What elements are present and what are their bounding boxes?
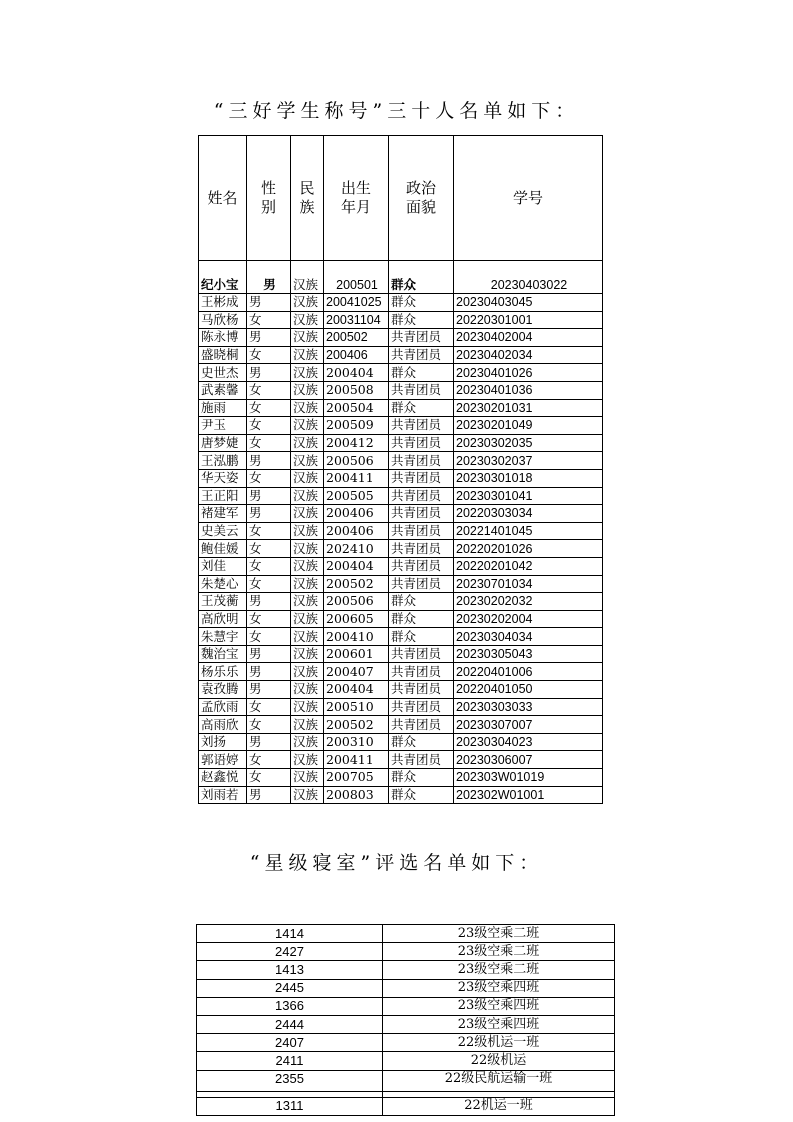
cell-ethnicity: 汉族 (291, 751, 324, 769)
table-row (199, 733, 603, 751)
cell-birth: 200803 (324, 786, 389, 804)
cell-birth: 200404 (324, 557, 389, 575)
cell-name: 魏治宝 (199, 645, 247, 663)
cell-ethnicity: 汉族 (291, 364, 324, 382)
table-row (199, 294, 603, 312)
cell-ethnicity: 汉族 (291, 575, 324, 593)
cell-student-id: 20230302037 (454, 452, 603, 470)
cell-name: 孟欣雨 (199, 698, 247, 716)
dorm-row (197, 979, 615, 997)
cell-politics: 共青团员 (389, 452, 454, 470)
table-row (199, 329, 603, 347)
cell-student-id: 20220301001 (454, 311, 603, 329)
cell-gender: 女 (247, 381, 291, 399)
cell-ethnicity: 汉族 (291, 346, 324, 364)
cell-politics: 共青团员 (389, 663, 454, 681)
cell-name: 王彬成 (199, 294, 247, 312)
dorm-room-number: 1366 (197, 997, 383, 1015)
dorm-room-number: 1311 (197, 1097, 383, 1115)
cell-name: 褚建军 (199, 505, 247, 523)
cell-gender: 女 (247, 399, 291, 417)
dorm-room-number: 1413 (197, 961, 383, 979)
cell-name: 施雨 (199, 399, 247, 417)
cell-ethnicity: 汉族 (291, 628, 324, 646)
cell-student-id: 20230305043 (454, 645, 603, 663)
cell-ethnicity: 汉族 (291, 294, 324, 312)
cell-student-id: 20230202032 (454, 593, 603, 611)
cell-name: 袁孜腾 (199, 681, 247, 699)
cell-birth: 200505 (324, 487, 389, 505)
header-ethnicity: 民族 (291, 136, 324, 261)
cell-ethnicity: 汉族 (291, 487, 324, 505)
cell-student-id: 20230402034 (454, 346, 603, 364)
cell-gender: 女 (247, 698, 291, 716)
cell-ethnicity: 汉族 (291, 434, 324, 452)
cell-politics: 共青团员 (389, 434, 454, 452)
cell-student-id: 20230306007 (454, 751, 603, 769)
cell-ethnicity: 汉族 (291, 452, 324, 470)
cell-student-id: 20230302035 (454, 434, 603, 452)
cell-ethnicity: 汉族 (291, 540, 324, 558)
dorm-row (197, 1015, 615, 1033)
cell-ethnicity: 汉族 (291, 698, 324, 716)
cell-birth: 20041025 (324, 294, 389, 312)
cell-gender: 女 (247, 610, 291, 628)
cell-birth: 200502 (324, 716, 389, 734)
cell-student-id: 20230403022 (454, 261, 603, 294)
cell-name: 高雨欣 (199, 716, 247, 734)
cell-birth: 200508 (324, 381, 389, 399)
table-row (199, 645, 603, 663)
dorm-list-title: “星级寝室”评选名单如下： (249, 852, 544, 874)
cell-birth: 200411 (324, 469, 389, 487)
dorm-row (197, 925, 615, 943)
cell-name: 赵鑫悦 (199, 769, 247, 787)
cell-birth: 200506 (324, 452, 389, 470)
table-row (199, 452, 603, 470)
cell-politics: 共青团员 (389, 557, 454, 575)
dorm-class: 22级机运一班 (383, 1034, 615, 1052)
cell-gender: 男 (247, 593, 291, 611)
cell-politics: 共青团员 (389, 487, 454, 505)
dorm-room-number: 2407 (197, 1034, 383, 1052)
table-row (199, 698, 603, 716)
cell-birth: 200502 (324, 329, 389, 347)
cell-politics: 群众 (389, 786, 454, 804)
table-row (199, 522, 603, 540)
dorm-row (197, 997, 615, 1015)
cell-birth: 200406 (324, 346, 389, 364)
cell-politics: 共青团员 (389, 575, 454, 593)
cell-student-id: 20230701034 (454, 575, 603, 593)
cell-ethnicity: 汉族 (291, 522, 324, 540)
dorm-class: 22级民航运输一班 (383, 1070, 615, 1091)
dorm-class: 23级空乘二班 (383, 961, 615, 979)
dorm-class: 23级空乘二班 (383, 943, 615, 961)
cell-name: 华天姿 (199, 469, 247, 487)
cell-politics: 共青团员 (389, 751, 454, 769)
cell-ethnicity: 汉族 (291, 610, 324, 628)
table-row (199, 663, 603, 681)
cell-politics: 群众 (389, 769, 454, 787)
cell-birth: 200601 (324, 645, 389, 663)
cell-student-id: 20220201026 (454, 540, 603, 558)
table-row (199, 786, 603, 804)
cell-name: 史世杰 (199, 364, 247, 382)
cell-ethnicity: 汉族 (291, 645, 324, 663)
cell-name: 马欣杨 (199, 311, 247, 329)
cell-ethnicity: 汉族 (291, 261, 324, 294)
cell-gender: 女 (247, 769, 291, 787)
cell-gender: 女 (247, 540, 291, 558)
cell-gender: 女 (247, 346, 291, 364)
table-row (199, 628, 603, 646)
table-row (199, 487, 603, 505)
cell-name: 高欣明 (199, 610, 247, 628)
cell-gender: 男 (247, 645, 291, 663)
cell-name: 王茂蘅 (199, 593, 247, 611)
cell-birth: 20031104 (324, 311, 389, 329)
cell-gender: 男 (247, 505, 291, 523)
cell-name: 盛晓桐 (199, 346, 247, 364)
cell-birth: 200605 (324, 610, 389, 628)
dorm-class: 23级空乘四班 (383, 997, 615, 1015)
cell-name: 刘雨若 (199, 786, 247, 804)
dorm-room-number: 2355 (197, 1070, 383, 1091)
cell-name: 鲍佳媛 (199, 540, 247, 558)
cell-student-id: 20230301018 (454, 469, 603, 487)
cell-gender: 男 (247, 452, 291, 470)
table-row (199, 593, 603, 611)
table-row (199, 381, 603, 399)
cell-student-id: 20230201031 (454, 399, 603, 417)
cell-student-id: 20220401006 (454, 663, 603, 681)
cell-gender: 男 (247, 364, 291, 382)
cell-student-id: 20230401036 (454, 381, 603, 399)
cell-gender: 女 (247, 311, 291, 329)
cell-student-id: 20230201049 (454, 417, 603, 435)
table-row (199, 769, 603, 787)
cell-birth: 200411 (324, 751, 389, 769)
cell-ethnicity: 汉族 (291, 505, 324, 523)
table-header-row (199, 136, 603, 261)
table-row (199, 716, 603, 734)
cell-politics: 共青团员 (389, 346, 454, 364)
cell-name: 陈永博 (199, 329, 247, 347)
dorm-room-number: 2444 (197, 1015, 383, 1033)
cell-gender: 男 (247, 681, 291, 699)
cell-name: 刘扬 (199, 733, 247, 751)
dorm-room-number: 2411 (197, 1052, 383, 1070)
table-row (199, 557, 603, 575)
cell-birth: 200510 (324, 698, 389, 716)
cell-student-id: 20220303034 (454, 505, 603, 523)
cell-student-id: 20230307007 (454, 716, 603, 734)
dorm-room-number: 1414 (197, 925, 383, 943)
cell-student-id: 20230403045 (454, 294, 603, 312)
dorm-class: 23级空乘二班 (383, 925, 615, 943)
cell-ethnicity: 汉族 (291, 593, 324, 611)
cell-gender: 女 (247, 557, 291, 575)
table-row (199, 540, 603, 558)
table-row (199, 751, 603, 769)
cell-birth: 200501 (324, 261, 389, 294)
cell-politics: 群众 (389, 628, 454, 646)
cell-politics: 群众 (389, 261, 454, 294)
cell-birth: 200404 (324, 364, 389, 382)
header-student-id: 学号 (454, 136, 603, 261)
dorm-room-number: 2427 (197, 943, 383, 961)
table-row (199, 505, 603, 523)
cell-politics: 群众 (389, 311, 454, 329)
cell-name: 武素馨 (199, 381, 247, 399)
cell-name: 杨乐乐 (199, 663, 247, 681)
cell-student-id: 20230303033 (454, 698, 603, 716)
table-row (199, 469, 603, 487)
cell-student-id: 20230402004 (454, 329, 603, 347)
cell-student-id: 20230304034 (454, 628, 603, 646)
table-row (199, 417, 603, 435)
dorm-row (197, 1034, 615, 1052)
cell-student-id: 20220201042 (454, 557, 603, 575)
cell-student-id: 20230202004 (454, 610, 603, 628)
cell-ethnicity: 汉族 (291, 716, 324, 734)
cell-politics: 共青团员 (389, 645, 454, 663)
cell-politics: 群众 (389, 593, 454, 611)
cell-birth: 200406 (324, 522, 389, 540)
table-row (199, 311, 603, 329)
cell-gender: 女 (247, 716, 291, 734)
cell-birth: 200406 (324, 505, 389, 523)
cell-name: 尹玉 (199, 417, 247, 435)
cell-name: 史美云 (199, 522, 247, 540)
dorm-class: 23级空乘四班 (383, 979, 615, 997)
cell-gender: 男 (247, 733, 291, 751)
dorm-row (197, 1070, 615, 1091)
dorm-row (197, 943, 615, 961)
cell-birth: 200404 (324, 681, 389, 699)
cell-birth: 200705 (324, 769, 389, 787)
dorm-row (197, 1097, 615, 1115)
dorm-table (196, 924, 615, 1116)
cell-ethnicity: 汉族 (291, 399, 324, 417)
cell-name: 王泓鹏 (199, 452, 247, 470)
table-row (199, 610, 603, 628)
cell-birth: 200412 (324, 434, 389, 452)
cell-birth: 200509 (324, 417, 389, 435)
cell-name: 郭语婷 (199, 751, 247, 769)
cell-ethnicity: 汉族 (291, 311, 324, 329)
cell-politics: 共青团员 (389, 469, 454, 487)
cell-ethnicity: 汉族 (291, 663, 324, 681)
cell-name: 朱慧宇 (199, 628, 247, 646)
dorm-class: 22级机运 (383, 1052, 615, 1070)
header-name: 姓名 (199, 136, 247, 261)
student-table (198, 135, 603, 804)
cell-student-id: 202303W01019 (454, 769, 603, 787)
cell-ethnicity: 汉族 (291, 329, 324, 347)
cell-birth: 200410 (324, 628, 389, 646)
dorm-row (197, 961, 615, 979)
cell-gender: 女 (247, 575, 291, 593)
cell-politics: 群众 (389, 364, 454, 382)
cell-student-id: 20220401050 (454, 681, 603, 699)
cell-politics: 共青团员 (389, 505, 454, 523)
cell-gender: 男 (247, 487, 291, 505)
cell-gender: 男 (247, 663, 291, 681)
cell-ethnicity: 汉族 (291, 469, 324, 487)
cell-politics: 共青团员 (389, 329, 454, 347)
dorm-class: 22机运一班 (383, 1097, 615, 1115)
cell-ethnicity: 汉族 (291, 769, 324, 787)
dorm-row (197, 1052, 615, 1070)
cell-ethnicity: 汉族 (291, 557, 324, 575)
cell-gender: 女 (247, 522, 291, 540)
cell-politics: 共青团员 (389, 417, 454, 435)
cell-gender: 女 (247, 417, 291, 435)
dorm-class: 23级空乘四班 (383, 1015, 615, 1033)
table-row (199, 434, 603, 452)
cell-gender: 女 (247, 628, 291, 646)
cell-ethnicity: 汉族 (291, 417, 324, 435)
table-row (199, 364, 603, 382)
cell-student-id: 20230304023 (454, 733, 603, 751)
cell-politics: 共青团员 (389, 540, 454, 558)
cell-student-id: 20221401045 (454, 522, 603, 540)
cell-politics: 群众 (389, 610, 454, 628)
table-row (199, 346, 603, 364)
cell-gender: 男 (247, 261, 291, 294)
cell-politics: 群众 (389, 733, 454, 751)
cell-politics: 群众 (389, 399, 454, 417)
honor-list-title: “三好学生称号”三十人名单如下： (213, 100, 580, 122)
cell-birth: 200502 (324, 575, 389, 593)
cell-student-id: 20230301041 (454, 487, 603, 505)
cell-politics: 群众 (389, 294, 454, 312)
cell-birth: 200407 (324, 663, 389, 681)
cell-politics: 共青团员 (389, 522, 454, 540)
cell-gender: 男 (247, 294, 291, 312)
header-gender: 性别 (247, 136, 291, 261)
cell-name: 刘佳 (199, 557, 247, 575)
cell-birth: 200310 (324, 733, 389, 751)
cell-politics: 共青团员 (389, 381, 454, 399)
cell-politics: 共青团员 (389, 716, 454, 734)
cell-student-id: 202302W01001 (454, 786, 603, 804)
cell-ethnicity: 汉族 (291, 733, 324, 751)
header-politics: 政治面貌 (389, 136, 454, 261)
table-row (199, 681, 603, 699)
cell-gender: 女 (247, 751, 291, 769)
table-row (199, 575, 603, 593)
cell-name: 王正阳 (199, 487, 247, 505)
cell-gender: 女 (247, 434, 291, 452)
cell-ethnicity: 汉族 (291, 681, 324, 699)
cell-ethnicity: 汉族 (291, 786, 324, 804)
cell-gender: 男 (247, 786, 291, 804)
cell-name: 唐梦婕 (199, 434, 247, 452)
cell-name: 纪小宝 (199, 261, 247, 294)
cell-politics: 共青团员 (389, 698, 454, 716)
dorm-room-number: 2445 (197, 979, 383, 997)
cell-birth: 200506 (324, 593, 389, 611)
cell-gender: 男 (247, 329, 291, 347)
table-row (199, 399, 603, 417)
table-row (199, 261, 603, 294)
header-birth: 出生年月 (324, 136, 389, 261)
cell-student-id: 20230401026 (454, 364, 603, 382)
cell-birth: 200504 (324, 399, 389, 417)
cell-politics: 共青团员 (389, 681, 454, 699)
cell-birth: 202410 (324, 540, 389, 558)
cell-gender: 女 (247, 469, 291, 487)
cell-ethnicity: 汉族 (291, 381, 324, 399)
cell-name: 朱楚心 (199, 575, 247, 593)
